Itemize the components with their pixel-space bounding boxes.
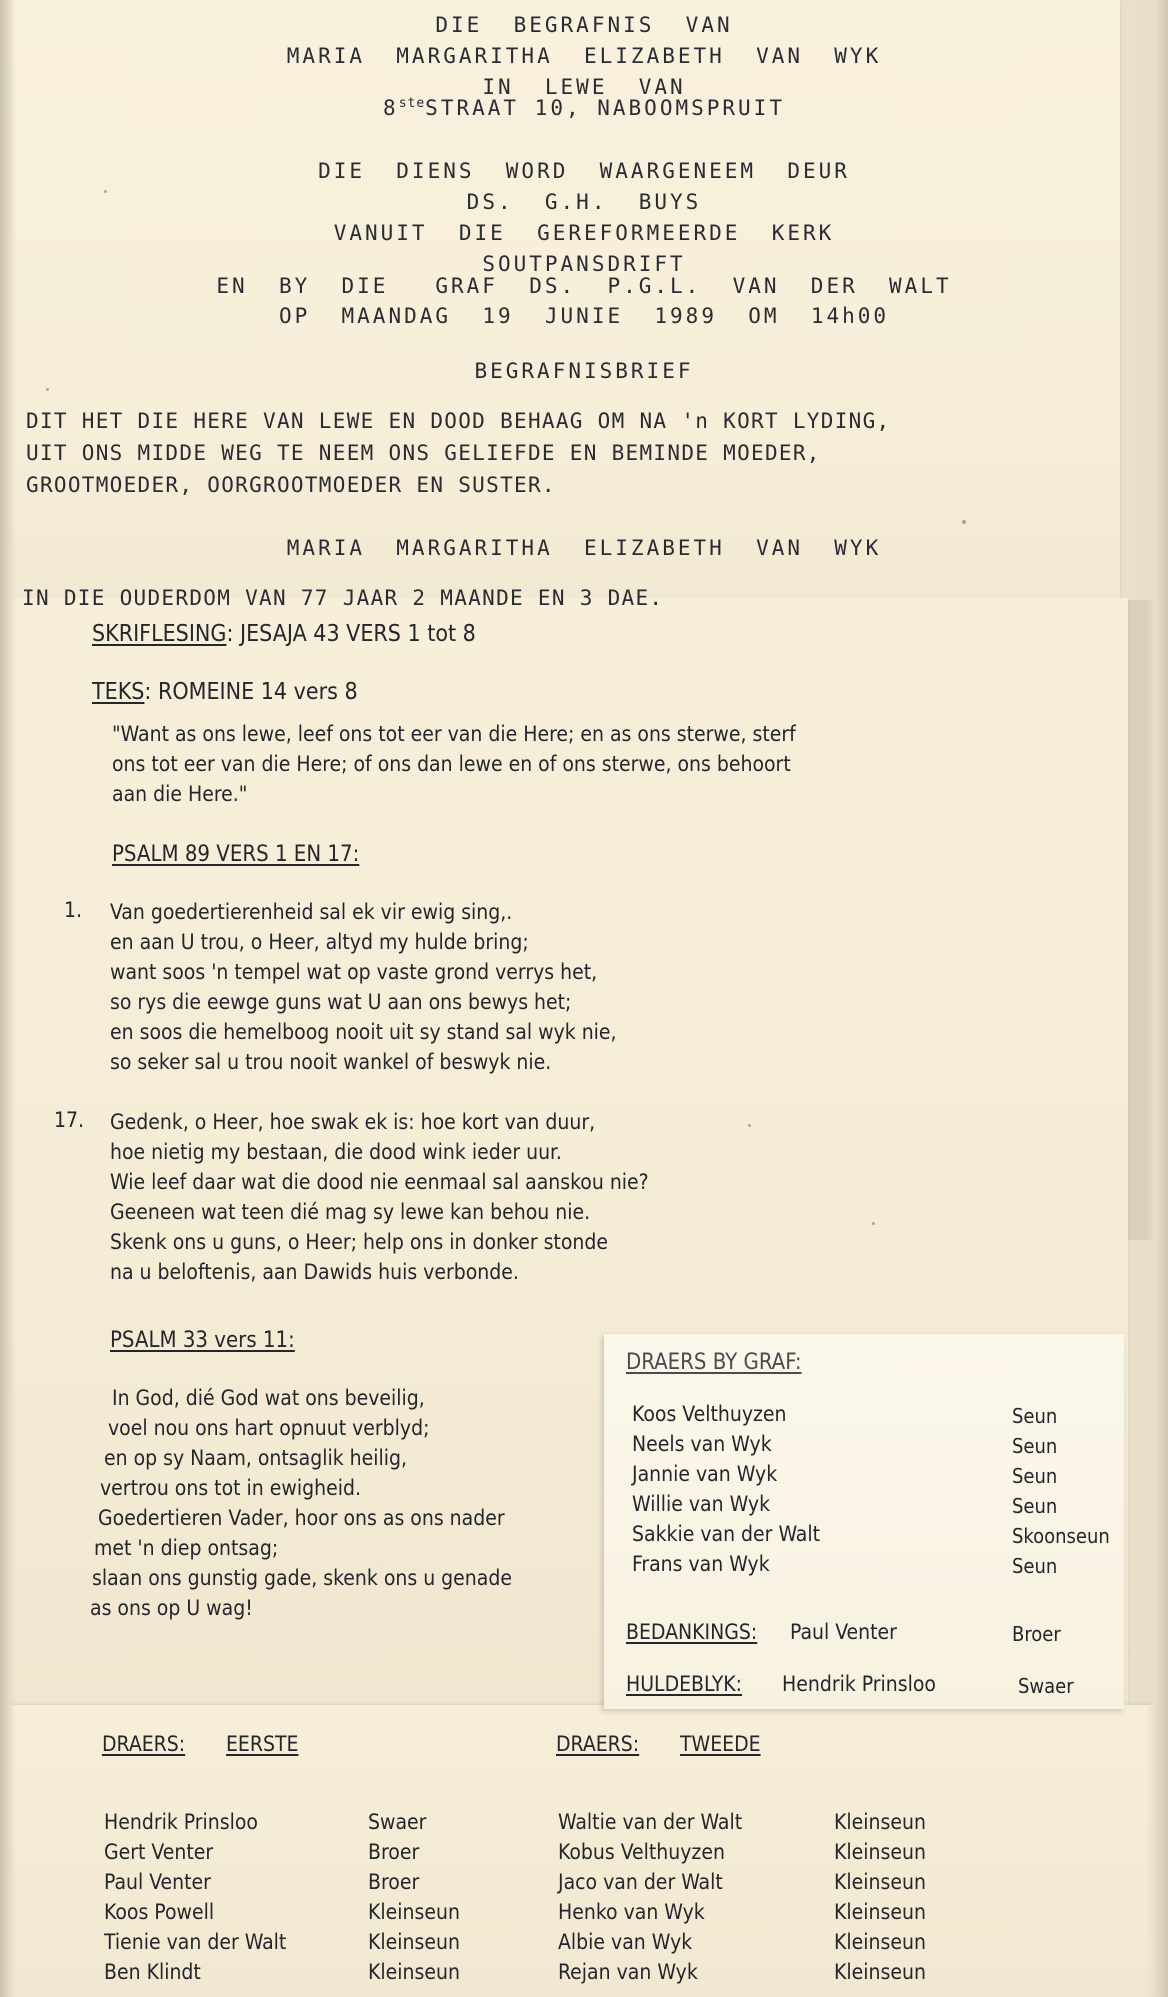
graf-row-6-relation: Seun (1012, 1554, 1058, 1578)
header-line-6: DS. G.H. BUYS (466, 190, 702, 214)
psalm89-heading-text: PSALM 89 VERS 1 EN 17: (112, 842, 360, 867)
scan-speck (962, 520, 966, 524)
graf-panel-heading (626, 1348, 802, 1377)
psalm89-verse-17-line-1: Gedenk, o Heer, hoe swak ek is: hoe kort van duur, (110, 1110, 596, 1134)
huldeblyk-label (626, 1670, 742, 1699)
psalm33-line-3: en op sy Naam, ontsaglik heilig, (104, 1446, 408, 1470)
body-line-3: GROOTMOEDER, OORGROOTMOEDER EN SUSTER. (26, 473, 556, 497)
header-line-10: OP MAANDAG 19 JUNIE 1989 OM 14h00 (278, 304, 890, 328)
graf-panel-heading-text: DRAERS BY GRAF: (626, 1350, 802, 1375)
tweede-row-2-name: Kobus Velthuyzen (558, 1840, 725, 1864)
huldeblyk-name: Hendrik Prinsloo (782, 1672, 936, 1696)
header-line-2: MARIA MARGARITHA ELIZABETH VAN WYK (286, 44, 882, 68)
body-line-1: DIT HET DIE HERE VAN LEWE EN DOOD BEHAAG OM NA 'n KORT LYDING, (26, 409, 891, 433)
tweede-row-6-relation: Kleinseun (834, 1960, 926, 1984)
body-line-2: UIT ONS MIDDE WEG TE NEEM ONS GELIEFDE EN BEMINDE MOEDER, (26, 441, 821, 465)
draers-tweede-label (556, 1730, 639, 1759)
draers-tweede-title (680, 1730, 761, 1759)
header-line-8: SOUTPANSDRIFT (482, 252, 686, 276)
graf-row-1-relation: Seun (1012, 1404, 1058, 1428)
eerste-row-3-relation: Broer (368, 1870, 420, 1894)
eerste-row-2-name: Gert Venter (104, 1840, 214, 1864)
eerste-row-2-relation: Broer (368, 1840, 420, 1864)
tweede-row-1-relation: Kleinseun (834, 1810, 926, 1834)
psalm89-verse-1-line-5: en soos die hemelboog nooit uit sy stand sal wyk nie, (110, 1020, 617, 1044)
psalm89-verse-1-line-3: want soos 'n tempel wat op vaste grond verrys het, (110, 960, 598, 984)
header-address-number: 8 (383, 96, 399, 120)
age-line: IN DIE OUDERDOM VAN 77 JAAR 2 MAANDE EN 3 DAE. (22, 586, 664, 610)
psalm89-verse-17-line-6: na u beloftenis, aan Dawids huis verbonde. (110, 1260, 519, 1284)
skriflesing-line (92, 620, 476, 649)
scan-speck (872, 1222, 875, 1225)
section-title: BEGRAFNISBRIEF (474, 359, 694, 383)
psalm33-line-6: met 'n diep ontsag; (94, 1536, 279, 1560)
tweede-row-3-name: Jaco van der Walt (558, 1870, 723, 1894)
tweede-row-4-name: Henko van Wyk (558, 1900, 705, 1924)
psalm33-line-8: as ons op U wag! (90, 1596, 253, 1620)
header-address-ordinal: ste (398, 96, 426, 111)
psalm33-line-7: slaan ons gunstig gade, skenk ons u genade (92, 1566, 512, 1590)
draers-eerste-label (102, 1730, 185, 1759)
psalm89-verse-17-line-5: Skenk ons u guns, o Heer; help ons in donker stonde (110, 1230, 608, 1254)
teks-quote-line-2: ons tot eer van die Here; of ons dan lewe en of ons sterwe, ons behoort (112, 752, 791, 776)
header-line-1: DIE BEGRAFNIS VAN (435, 13, 733, 37)
teks-label: TEKS (92, 679, 145, 705)
graf-row-4-relation: Seun (1012, 1494, 1058, 1518)
psalm89-verse-17-line-4: Geeneen wat teen dié mag sy lewe kan behou nie. (110, 1200, 591, 1224)
scan-speck (46, 388, 49, 391)
tweede-row-2-relation: Kleinseun (834, 1840, 926, 1864)
psalm33-heading-text: PSALM 33 vers 11: (110, 1328, 295, 1353)
draers-eerste-title (226, 1730, 298, 1759)
draers-eerste-title-text: EERSTE (226, 1732, 299, 1756)
graf-row-3-relation: Seun (1012, 1464, 1058, 1488)
eerste-row-6-relation: Kleinseun (368, 1960, 460, 1984)
psalm33-heading (110, 1326, 295, 1355)
tweede-row-1-name: Waltie van der Walt (558, 1810, 743, 1834)
bedankings-label (626, 1618, 757, 1647)
eerste-row-3-name: Paul Venter (104, 1870, 211, 1894)
psalm89-verse-1-number: 1. (64, 898, 83, 922)
draers-tweede-title-text: TWEEDE (680, 1732, 761, 1756)
draers-eerste-label-text: DRAERS: (102, 1732, 186, 1756)
psalm89-verse-17-line-3: Wie leef daar wat die dood nie eenmaal sal aanskou nie? (110, 1170, 649, 1194)
bedankings-label-text: BEDANKINGS: (626, 1620, 758, 1644)
eerste-row-1-relation: Swaer (368, 1810, 427, 1834)
teks-line (92, 678, 358, 707)
tweede-row-5-relation: Kleinseun (834, 1930, 926, 1954)
psalm89-verse-1-line-1: Van goedertierenheid sal ek vir ewig sing,. (110, 900, 513, 924)
deceased-name: MARIA MARGARITHA ELIZABETH VAN WYK (286, 536, 882, 560)
graf-row-2-relation: Seun (1012, 1434, 1058, 1458)
header-line-5: DIE DIENS WORD WAARGENEEM DEUR (318, 159, 850, 183)
tweede-row-5-name: Albie van Wyk (558, 1930, 693, 1954)
eerste-row-4-relation: Kleinseun (368, 1900, 460, 1924)
graf-row-3-name: Jannie van Wyk (632, 1462, 778, 1486)
psalm33-line-2: voel nou ons hart opnuut verblyd; (108, 1416, 430, 1440)
psalm33-line-5: Goedertieren Vader, hoor ons as ons nader (98, 1506, 505, 1530)
graf-row-5-relation: Skoonseun (1012, 1524, 1110, 1548)
eerste-row-1-name: Hendrik Prinsloo (104, 1810, 258, 1834)
eerste-row-5-name: Tienie van der Walt (104, 1930, 287, 1954)
bedankings-relation: Broer (1012, 1622, 1061, 1646)
teks-value: : ROMEINE 14 vers 8 (144, 679, 358, 705)
skriflesing-label: SKRIFLESING (92, 621, 227, 647)
eerste-row-6-name: Ben Klindt (104, 1960, 201, 1984)
psalm33-line-4: vertrou ons tot in ewigheid. (100, 1476, 361, 1500)
draers-tweede-label-text: DRAERS: (556, 1732, 640, 1756)
psalm89-verse-1-line-2: en aan U trou, o Heer, altyd my hulde bring; (110, 930, 529, 954)
graf-row-2-name: Neels van Wyk (632, 1432, 772, 1456)
eerste-row-5-relation: Kleinseun (368, 1930, 460, 1954)
scan-speck (748, 1124, 751, 1127)
bedankings-name: Paul Venter (790, 1620, 897, 1644)
header-line-9: EN BY DIE GRAF DS. P.G.L. VAN DER WALT (216, 274, 952, 298)
graf-row-5-name: Sakkie van der Walt (632, 1522, 821, 1546)
graf-row-1-name: Koos Velthuyzen (632, 1402, 787, 1426)
graf-row-6-name: Frans van Wyk (632, 1552, 770, 1576)
eerste-row-4-name: Koos Powell (104, 1900, 215, 1924)
tweede-row-3-relation: Kleinseun (834, 1870, 926, 1894)
teks-quote-line-3: aan die Here." (112, 782, 248, 806)
header-line-7: VANUIT DIE GEREFORMEERDE KERK (333, 221, 835, 245)
header-address-rest: STRAAT 10, NABOOMSPRUIT (425, 96, 785, 120)
header-line-3: IN LEWE VAN (482, 75, 686, 99)
scan-speck (104, 190, 107, 193)
psalm89-verse-1-line-6: so seker sal u trou nooit wankel of beswyk nie. (110, 1050, 552, 1074)
huldeblyk-relation: Swaer (1018, 1674, 1074, 1698)
graf-row-4-name: Willie van Wyk (632, 1492, 771, 1516)
psalm89-verse-17-number: 17. (54, 1108, 85, 1132)
teks-quote-line-1: "Want as ons lewe, leef ons tot eer van die Here; en as ons sterwe, sterf (112, 722, 796, 746)
skriflesing-value: : JESAJA 43 VERS 1 tot 8 (226, 621, 476, 647)
psalm89-verse-17-line-2: hoe nietig my bestaan, die dood wink ieder uur. (110, 1140, 562, 1164)
psalm33-line-1: In God, dié God wat ons beveilig, (112, 1386, 425, 1410)
tweede-row-6-name: Rejan van Wyk (558, 1960, 698, 1984)
header-line-4 (0, 96, 1168, 120)
psalm89-heading (112, 840, 359, 869)
huldeblyk-label-text: HULDEBLYK: (626, 1672, 743, 1696)
tweede-row-4-relation: Kleinseun (834, 1900, 926, 1924)
psalm89-verse-1-line-4: so rys die eewge guns wat U aan ons bewys het; (110, 990, 572, 1014)
